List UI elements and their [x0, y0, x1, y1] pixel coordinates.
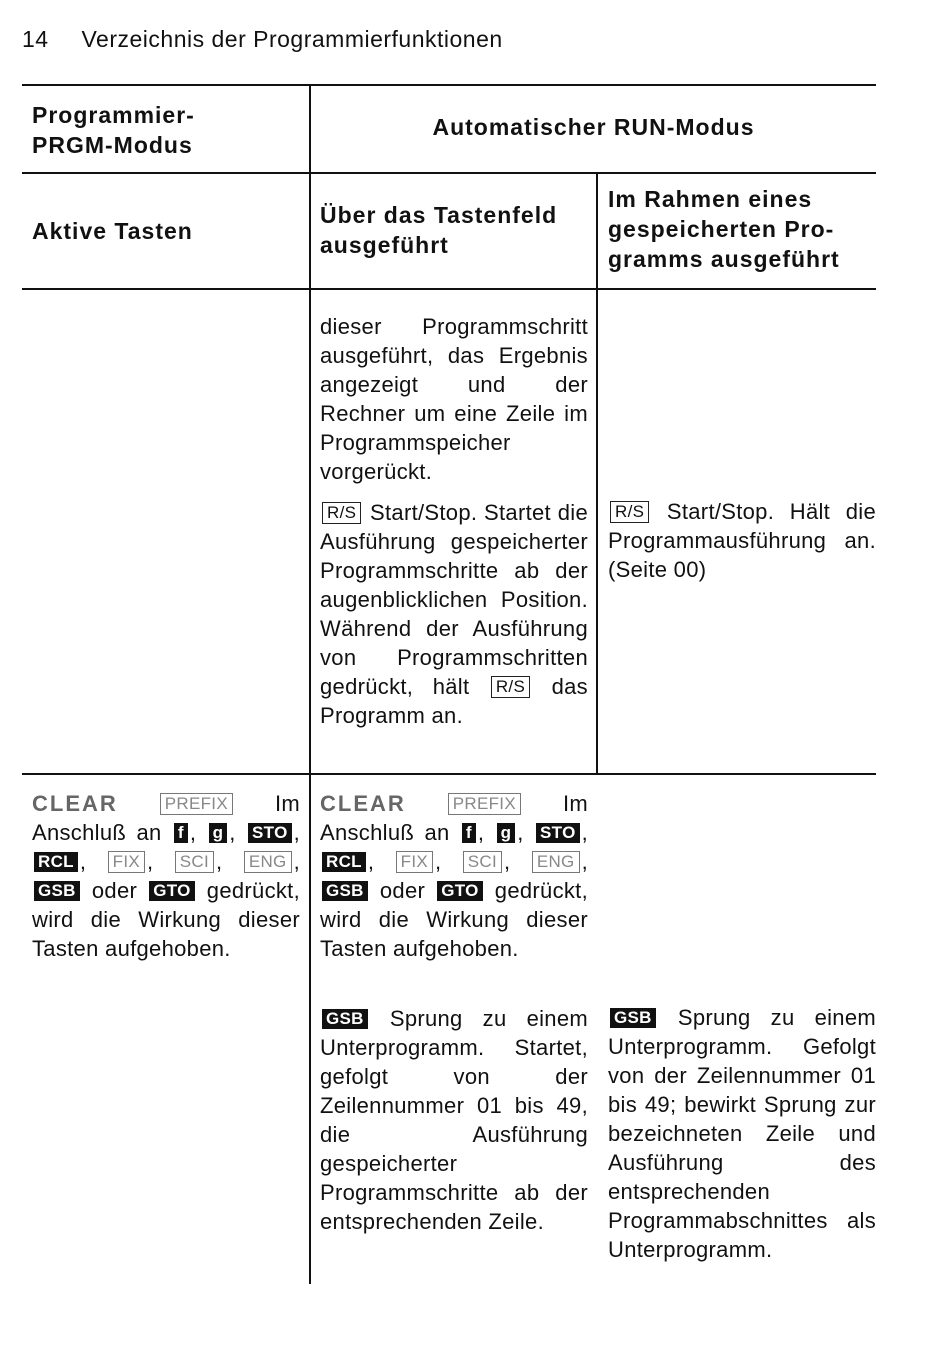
- gsb-key: GSB: [610, 1008, 656, 1028]
- g-key: g: [497, 823, 516, 843]
- sci-key: SCI: [463, 851, 502, 873]
- page-title: Verzeichnis der Programmierfunktionen: [81, 26, 503, 52]
- gto-key: GTO: [437, 881, 482, 901]
- clear-label: CLEAR: [320, 791, 406, 816]
- gsb-program-desc: GSB Sprung zu einem Unterprogramm. Gefolgt von der Zeilennummer 01 bis 49; bewirkt Sprung zur bezeichneten Zeile und Ausführung des entsprechenden Programmabschnittes als Unterprogramm.: [608, 1005, 876, 1262]
- gto-key: GTO: [149, 881, 194, 901]
- rs-key: R/S: [491, 676, 530, 698]
- header-prgm-mode: Programmier- PRGM-Modus: [32, 102, 195, 158]
- gsb-key: GSB: [322, 1009, 368, 1029]
- rs-key: R/S: [322, 502, 361, 524]
- table-top-rule: [22, 84, 876, 86]
- eng-key: ENG: [532, 851, 580, 873]
- sci-key: SCI: [175, 851, 214, 873]
- header-run-mode: Automatischer RUN-Modus: [432, 114, 755, 140]
- header-keyboard: Über das Tastenfeld ausgeführt: [320, 202, 558, 258]
- clear-prefix-keyboard: CLEAR PREFIX Im Anschluß an f , g , STO , RCL , FIX , SCI , ENG , GSB oder GTO gedrückt, wird die Wirkung dieser Tasten aufgehoben.: [320, 791, 589, 961]
- rcl-key: RCL: [34, 852, 78, 872]
- f-key: f: [174, 823, 188, 843]
- rs-keyboard-desc: R/S Start/Stop. Startet die Ausführung gespeicherter Programmschritte ab der augenblicklichen Position. Während der Ausführung von Programmschritten gedrückt, hält R/S das Programm an.: [320, 500, 588, 728]
- sto-key: STO: [248, 823, 292, 843]
- page-number: 14: [22, 26, 49, 52]
- table-rule-2: [22, 288, 876, 290]
- header-program: Im Rahmen eines gespeicherten Pro- gramms ausgeführt: [608, 186, 840, 272]
- prefix-key: PREFIX: [448, 793, 521, 815]
- eng-key: ENG: [244, 851, 292, 873]
- fix-key: FIX: [108, 851, 145, 873]
- sst-continuation: dieser Programmschritt ausgeführt, das Ergebnis angezeigt und der Rechner um eine Zeile im Programmspeicher vorgerückt.: [320, 314, 588, 484]
- rs-program-desc: R/S Start/Stop. Hält die Programmausführung an. (Seite 00): [608, 499, 876, 582]
- prefix-key: PREFIX: [160, 793, 233, 815]
- table-rule-1: [22, 172, 876, 174]
- gsb-keyboard-desc: GSB Sprung zu einem Unterprogramm. Startet, gefolgt von der Zeilennummer 01 bis 49, die Ausführung gespeicherter Programmschritte ab der entsprechenden Zeile.: [320, 1006, 588, 1234]
- table-rule-3: [22, 773, 876, 775]
- g-key: g: [209, 823, 228, 843]
- header-active-keys: Aktive Tasten: [32, 218, 193, 244]
- sto-key: STO: [536, 823, 580, 843]
- rs-key: R/S: [610, 501, 649, 523]
- gsb-key: GSB: [34, 881, 80, 901]
- rcl-key: RCL: [322, 852, 366, 872]
- column-divider-1: [309, 84, 311, 1284]
- clear-label: CLEAR: [32, 791, 118, 816]
- gsb-key: GSB: [322, 881, 368, 901]
- clear-prefix-prgm: CLEAR PREFIX Im Anschluß an f , g , STO , RCL , FIX , SCI , ENG , GSB oder GTO gedrückt, wird die Wirkung dieser Tasten aufgehoben.: [32, 791, 301, 961]
- fix-key: FIX: [396, 851, 433, 873]
- f-key: f: [462, 823, 476, 843]
- column-divider-2: [596, 172, 598, 774]
